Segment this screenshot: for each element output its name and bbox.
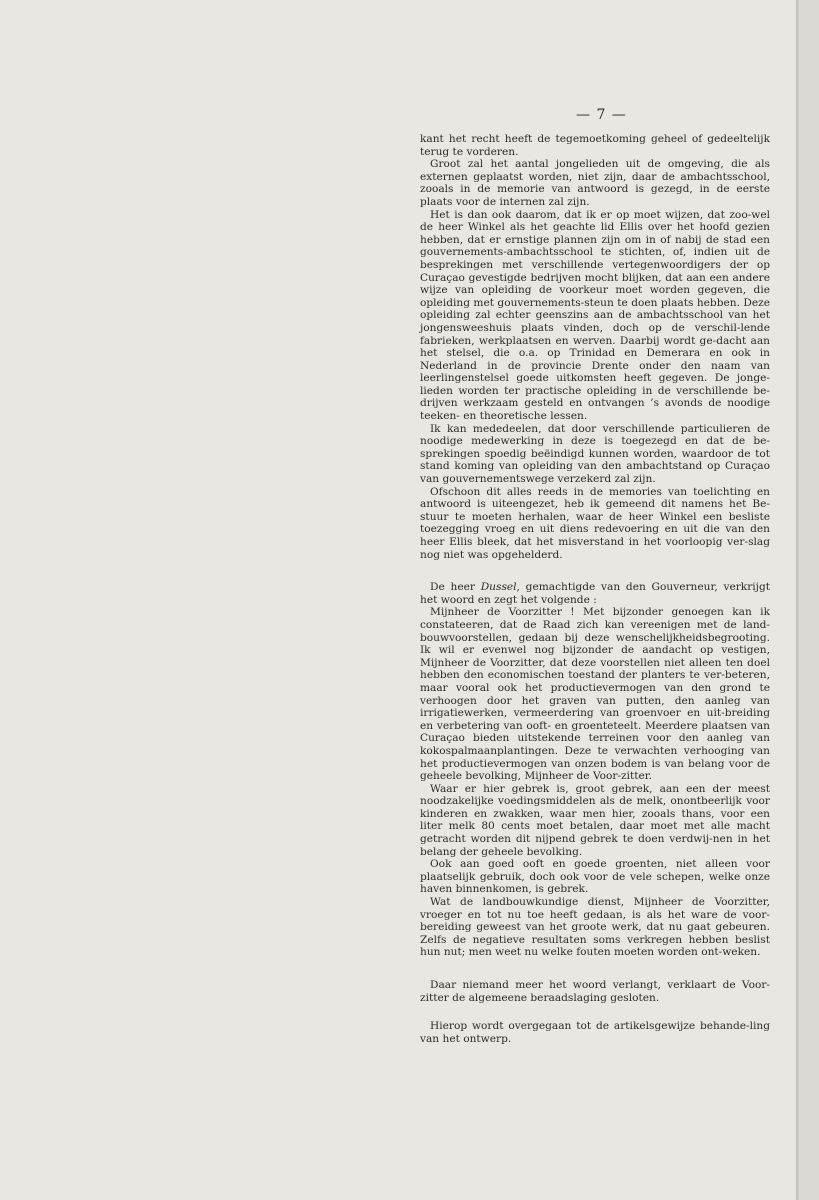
page-margin-strip <box>799 0 819 1200</box>
speech-paragraph-1: Mijnheer de Voorzitter ! Met bijzonder genoegen kan ik constateeren, dat de Raad zich kan vereenigen met de land-bouwvoorstellen, gedaan bij deze wenschelijkheidsbegrooting. Ik wil er evenwel nog bijzonder de aandacht op vestigen, Mijnheer de Voorzitter, dat deze voorstellen niet alleen ten doel hebben den economischen toestand der planters te ver-beteren, maar vooral ook het productievermogen van den grond te verhoogen door het graven van putten, den aanleg van irrigatiewerken, vermeerdering van groenvoer en uit-breiding en verbetering van ooft- en groenteteelt. Meerdere plaatsen van Curaçao bieden uitstekende terreinen voor den aanleg van kokospalmaanplantingen. Deze te verwachten verhooging van het productievermogen van onzen bodem is van belang voor de geheele bevolking, Mijnheer de Voor-zitter. <box>420 606 770 783</box>
text-column <box>420 133 770 1045</box>
speech-paragraph-2: Waar er hier gebrek is, groot gebrek, aan een der meest noodzakelijke voedingsmiddelen als de melk, onontbeerlijk voor kinderen en zwakken, waar men hier, zooals thans, voor een liter melk 80 cents moet betalen, daar moet met alle macht getracht worden dit nijpend gebrek te doen verdwij-nen in het belang der geheele bevolking. <box>420 782 770 858</box>
paragraph-3: Het is dan ook daarom, dat ik er op moet wijzen, dat zoo-wel de heer Winkel als het geachte lid Ellis over het hoofd gezien hebben, dat er ernstige plannen zijn om in of nabij de stad een gouvernements-ambachtsschool te stichten, of, indien uit de besprekingen met verschillende vertegenwoordigers der op Curaçao gevestigde bedrijven mocht blijken, dat aan een andere wijze van opleiding de voorkeur moet worden gegeven, die opleiding met gouvernements-steun te doen plaats hebben. Deze opleiding zal echter geenszins aan de ambachtsschool van het jongensweeshuis plaats vinden, doch op de verschil-lende fabrieken, werkplaatsen en werven. Daarbij wordt ge-dacht aan het stelsel, die o.a. op Trinidad en Demerara en ook in Nederland in de provincie Drente onder den naam van leerlingenstelsel goede uitkomsten heeft gegeven. De jonge-lieden worden ter practische opleiding in de verschillende be-drijven werkzaam gesteld en ontvangen ’s avonds de noodige teeken- en theoretische lessen. <box>420 208 770 423</box>
closing-paragraph-2: Hierop wordt overgegaan tot de artikelsgewijze behande-ling van het ontwerp. <box>420 1020 770 1045</box>
speaker-intro-after: , gemachtigde van den Gouverneur, verkrijgt het woord en zegt het volgende : <box>420 581 770 606</box>
speaker-intro-before: De heer <box>430 581 481 594</box>
paragraph-2: Groot zal het aantal jongelieden uit de omgeving, die als externen geplaatst worden, niet zijn, daar de ambachtsschool, zooals in de memorie van antwoord is gezegd, in de eerste plaats voor de internen zal zijn. <box>420 158 770 208</box>
paragraph-4: Ik kan mededeelen, dat door verschillende particulieren de noodige medewerking in deze is toegezegd en dat de be-sprekingen spoedig beëindigd kunnen worden, waardoor de tot stand koming van opleiding van den ambachtstand op Curaçao van gouvernementswege verzekerd zal zijn. <box>420 422 770 486</box>
speaker-intro <box>420 581 770 606</box>
speech-paragraph-3: Ook aan goed ooft en goede groenten, niet alleen voor plaatselijk gebruik, doch ook voor de vele schepen, welke onze haven binnenkomen, is gebrek. <box>420 858 770 896</box>
paragraph-1: kant het recht heeft de tegemoetkoming geheel of gedeeltelijk terug te vorderen. <box>420 133 770 158</box>
speaker-name: Dussel <box>480 581 517 594</box>
paragraph-5: Ofschoon dit alles reeds in de memories van toelichting en antwoord is uiteengezet, heb ik gemeend dit namens het Be-stuur te moeten herhalen, waar de heer Winkel een besliste toezegging vroeg en uit diens redevoering en uit die van den heer Ellis bleek, dat het misverstand in het voorloopig ver-slag nog niet was opgehelderd. <box>420 485 770 561</box>
closing-paragraph-1: Daar niemand meer het woord verlangt, verklaart de Voor-zitter de algemeene beraadslaging gesloten. <box>420 979 770 1004</box>
page-number: — 7 — <box>576 107 627 123</box>
speech-paragraph-4: Wat de landbouwkundige dienst, Mijnheer de Voorzitter, vroeger en tot nu toe heeft gedaan, is als het ware de voor-bereiding geweest van het groote werk, dat nu gaat gebeuren. Zelfs de negatieve resultaten soms verkregen hebben beslist hun nut; men weet nu welke fouten moeten worden ont-weken. <box>420 896 770 959</box>
